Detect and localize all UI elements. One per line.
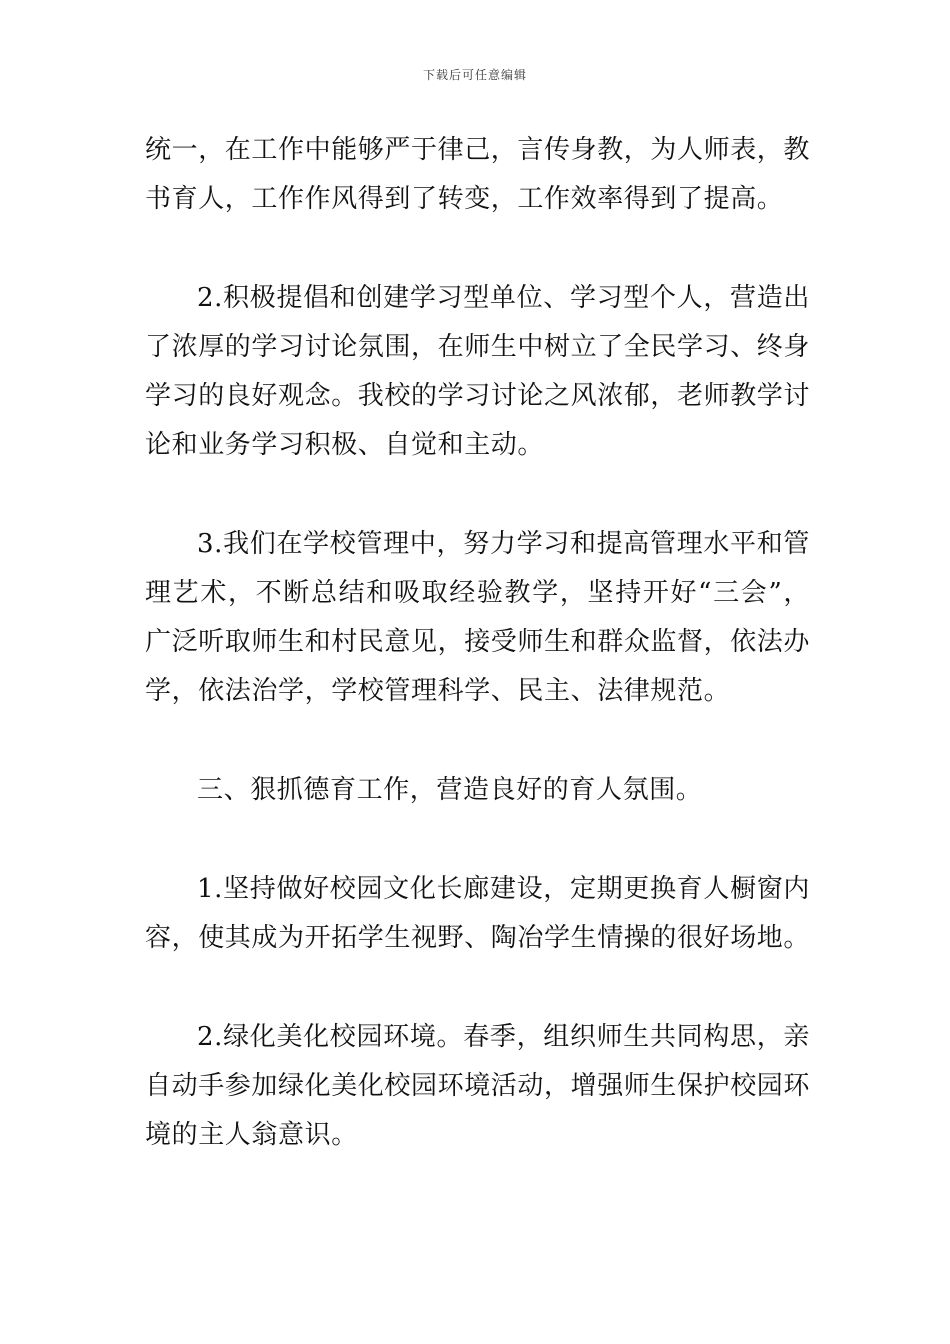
- paragraph-item-3-management: 3.我们在学校管理中，努力学习和提高管理水平和管理艺术，不断总结和吸取经验教学，坚持开好“三会”，广泛听取师生和村民意见，接受师生和群众监督，依法办学，依法治学，学校管理科学、民主、法律规范。: [145, 529, 811, 706]
- paragraph-item-2-greening: 2.绿化美化校园环境。春季，组织师生共同构思，亲自动手参加绿化美化校园环境活动，增强师生保护校园环境的主人翁意识。: [145, 1022, 811, 1150]
- paragraph-item-2-learning: 2.积极提倡和创建学习型单位、学习型个人，营造出了浓厚的学习讨论氛围，在师生中树立了全民学习、终身学习的良好观念。我校的学习讨论之风浓郁，老师教学讨论和业务学习积极、自觉和主动。: [145, 283, 811, 460]
- paragraph-item-1-culture-corridor: 1.坚持做好校园文化长廊建设，定期更换育人橱窗内容，使其成为开拓学生视野、陶冶学生情操的很好场地。: [145, 874, 811, 953]
- paragraph-continuation: 统一，在工作中能够严于律己，言传身教，为人师表，教书育人，工作作风得到了转变，工作效率得到了提高。: [145, 135, 811, 214]
- section-heading-moral-education: 三、狠抓德育工作，营造良好的育人氛围。: [197, 775, 703, 805]
- document-body: [145, 126, 810, 1160]
- header-note: 下载后可任意编辑: [422, 68, 527, 82]
